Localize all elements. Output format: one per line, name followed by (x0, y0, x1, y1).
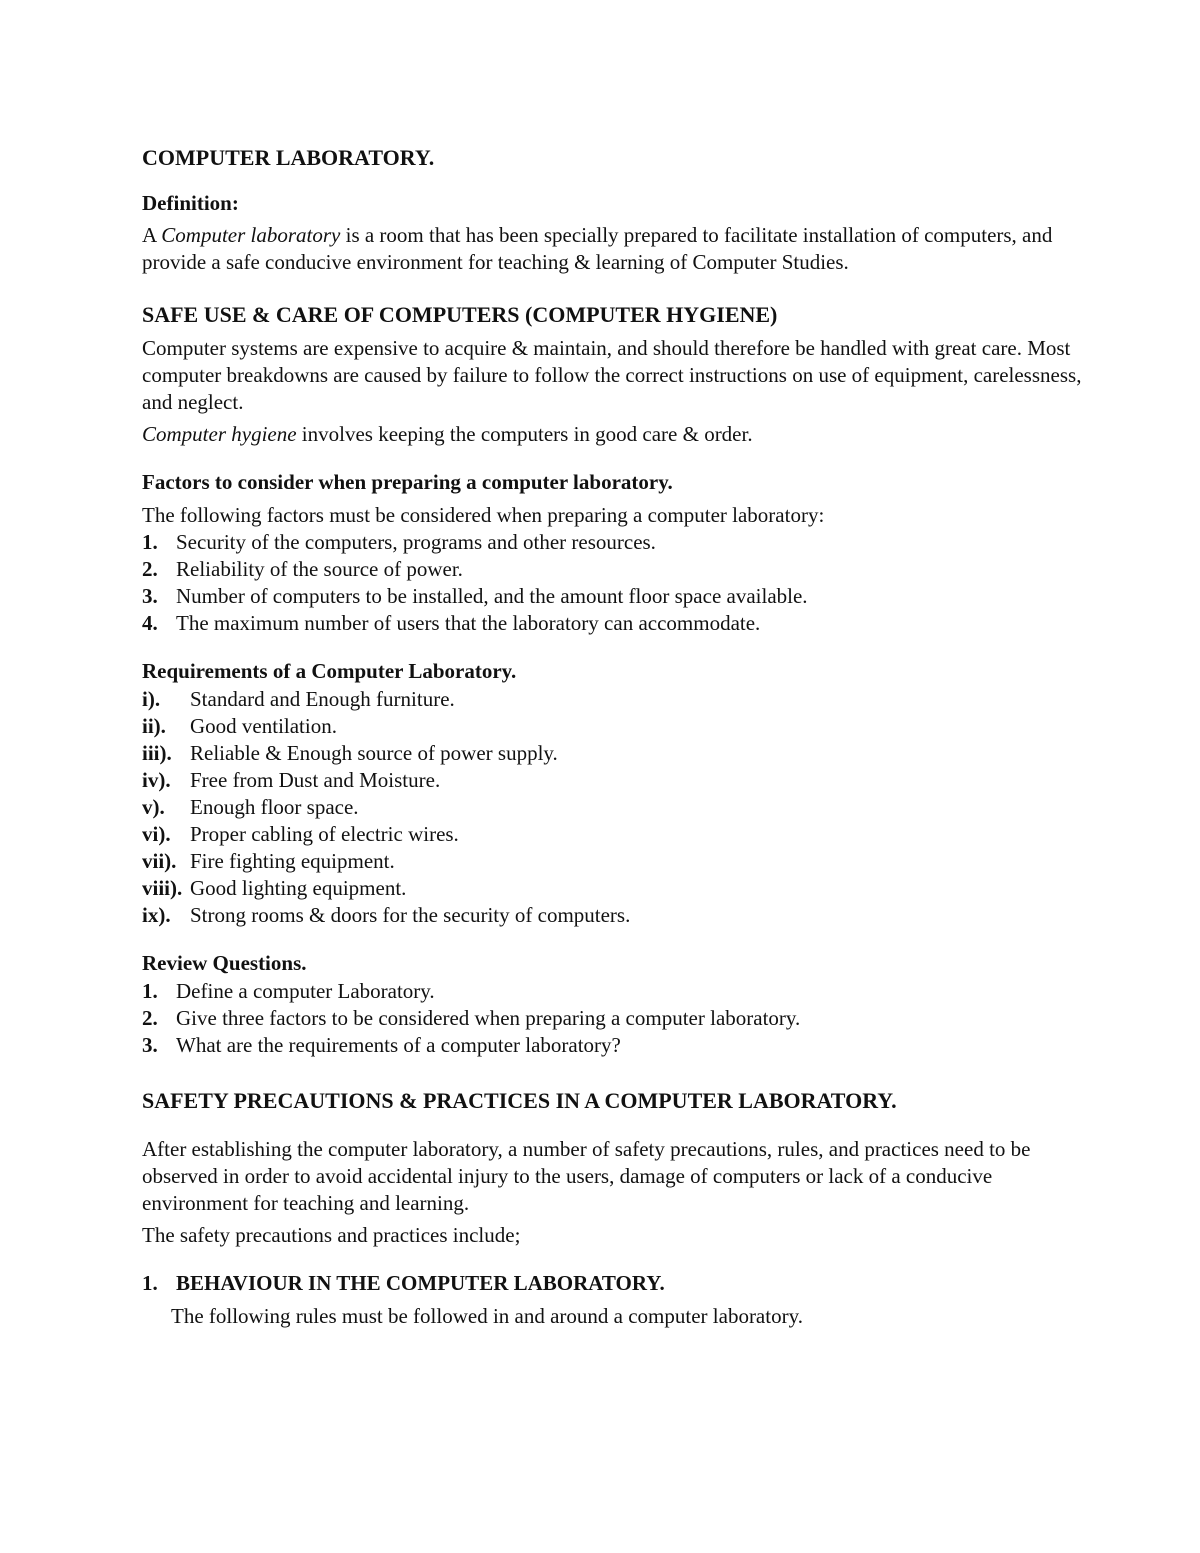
list-item-number: viii). (142, 876, 183, 900)
list-item-text: Number of computers to be installed, and the amount floor space available. (176, 584, 808, 608)
document-body (142, 140, 1082, 1330)
list-item-number: vi). (142, 822, 171, 846)
list-item (142, 713, 1082, 740)
definition-paragraph (142, 222, 1082, 276)
list-item-number: 3. (142, 584, 158, 608)
list-item-text: Strong rooms & doors for the security of computers. (190, 903, 631, 927)
list-item (142, 529, 1082, 556)
factors-list (142, 529, 1082, 637)
behaviour-heading (142, 1269, 1082, 1298)
list-item-text: Proper cabling of electric wires. (190, 822, 459, 846)
list-item (142, 1005, 1082, 1032)
behaviour-number: 1. (142, 1271, 158, 1295)
list-item-text: Standard and Enough furniture. (190, 687, 455, 711)
list-item (142, 1032, 1082, 1059)
list-item-text: Free from Dust and Moisture. (190, 768, 441, 792)
list-item-text: What are the requirements of a computer laboratory? (176, 1033, 621, 1057)
review-heading: Review Questions. (142, 951, 307, 975)
list-item (142, 875, 1082, 902)
list-item-number: 2. (142, 1006, 158, 1030)
document-title: COMPUTER LABORATORY. (142, 145, 435, 170)
list-item-number: 4. (142, 611, 158, 635)
list-item-text: The maximum number of users that the laboratory can accommodate. (176, 611, 761, 635)
list-item-number: v). (142, 795, 165, 819)
hygiene-paragraph-1: Computer systems are expensive to acquire & maintain, and should therefore be handled with great care. Most computer breakdowns are caused by failure to follow the correct instructions on use of equipment, carelessness, and neglect. (142, 336, 1082, 414)
list-item-number: vii). (142, 849, 177, 873)
list-item (142, 848, 1082, 875)
list-item (142, 767, 1082, 794)
definition-heading: Definition: (142, 191, 239, 215)
list-item-text: Good lighting equipment. (190, 876, 407, 900)
hygiene-post: involves keeping the computers in good care & order. (296, 422, 753, 446)
behaviour-heading-text: BEHAVIOUR IN THE COMPUTER LABORATORY. (176, 1271, 665, 1295)
hygiene-paragraph-2 (142, 421, 1082, 448)
list-item-number: ii). (142, 714, 166, 738)
factors-intro: The following factors must be considered when preparing a computer laboratory: (142, 503, 825, 527)
list-item-text: Fire fighting equipment. (190, 849, 395, 873)
definition-pre: A (142, 223, 162, 247)
safety-paragraph-2: The safety precautions and practices include; (142, 1223, 521, 1247)
list-item-text: Define a computer Laboratory. (176, 979, 435, 1003)
list-item (142, 902, 1082, 929)
list-item (142, 610, 1082, 637)
safety-heading: SAFETY PRECAUTIONS & PRACTICES IN A COMPUTER LABORATORY. (142, 1088, 897, 1113)
definition-term: Computer laboratory (161, 223, 341, 247)
hygiene-heading: SAFE USE & CARE OF COMPUTERS (COMPUTER HYGIENE) (142, 302, 778, 327)
list-item-number: 1. (142, 979, 158, 1003)
list-item-number: iii). (142, 741, 172, 765)
list-item (142, 583, 1082, 610)
list-item (142, 978, 1082, 1005)
behaviour-paragraph: The following rules must be followed in and around a computer laboratory. (171, 1304, 803, 1328)
list-item (142, 740, 1082, 767)
review-list (142, 978, 1082, 1059)
list-item (142, 686, 1082, 713)
list-item-text: Give three factors to be considered when preparing a computer laboratory. (176, 1006, 801, 1030)
list-item-number: iv). (142, 768, 171, 792)
list-item-number: 1. (142, 530, 158, 554)
list-item (142, 556, 1082, 583)
list-item-text: Security of the computers, programs and other resources. (176, 530, 656, 554)
definition-post: is a room that has been specially prepared to facilitate installation of computers, and provide a safe conducive environment for teaching & learning of Computer Studies. (142, 223, 1053, 274)
list-item-number: 3. (142, 1033, 158, 1057)
list-item-number: i). (142, 687, 161, 711)
hygiene-term: Computer hygiene (142, 422, 297, 446)
list-item-number: ix). (142, 903, 171, 927)
list-item-text: Good ventilation. (190, 714, 337, 738)
requirements-list (142, 686, 1082, 929)
list-item-text: Reliable & Enough source of power supply. (190, 741, 558, 765)
list-item (142, 794, 1082, 821)
requirements-heading: Requirements of a Computer Laboratory. (142, 659, 517, 683)
factors-heading: Factors to consider when preparing a computer laboratory. (142, 470, 673, 494)
safety-paragraph-1: After establishing the computer laboratory, a number of safety precautions, rules, and practices need to be observed in order to avoid accidental injury to the users, damage of computers or lack of a conducive environment for teaching and learning. (142, 1137, 1031, 1215)
list-item-text: Reliability of the source of power. (176, 557, 463, 581)
list-item-number: 2. (142, 557, 158, 581)
list-item (142, 821, 1082, 848)
list-item-text: Enough floor space. (190, 795, 359, 819)
